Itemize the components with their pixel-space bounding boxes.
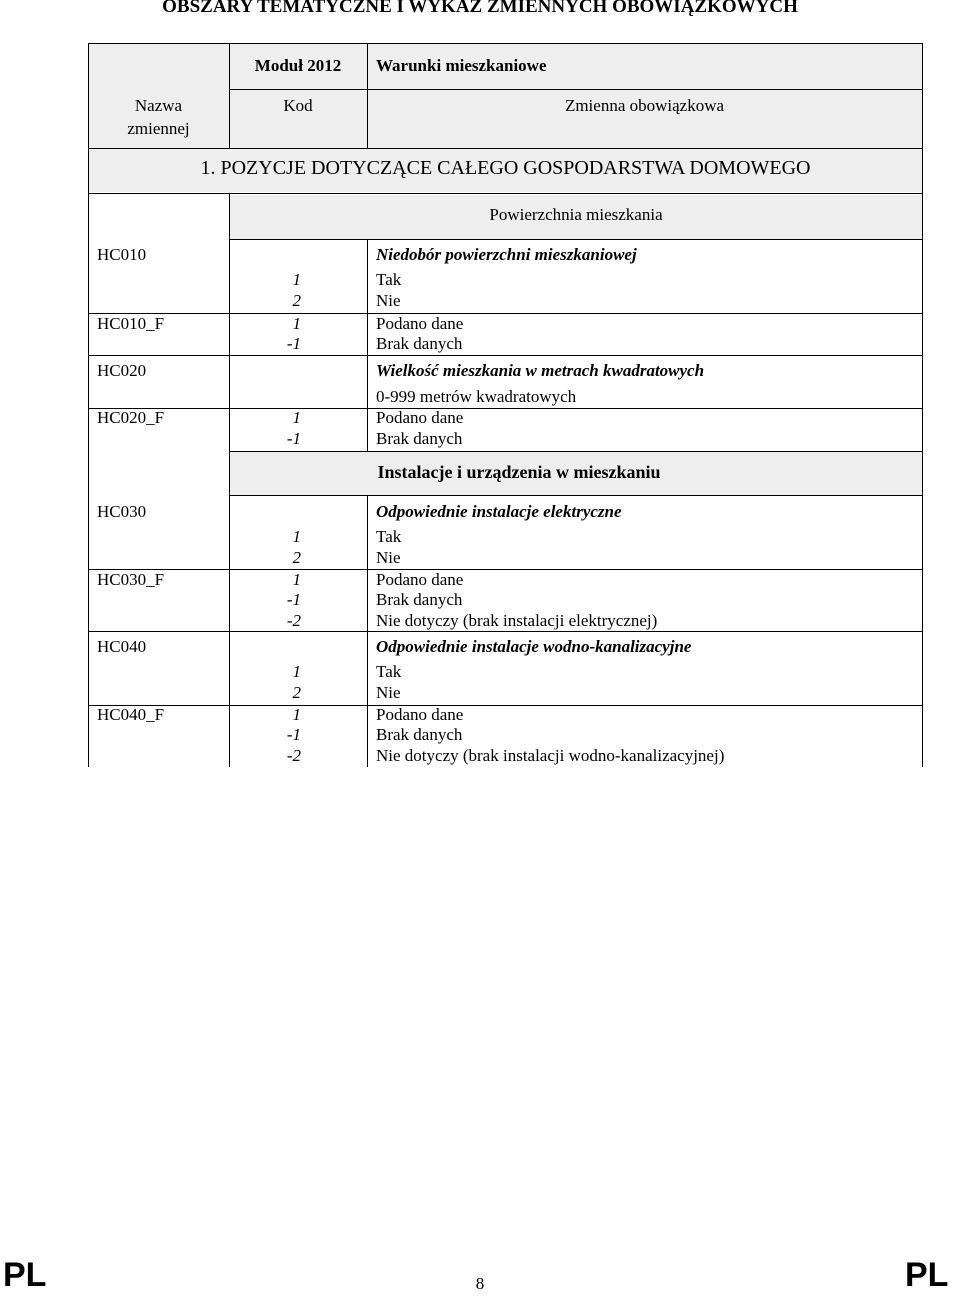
option-label: Brak danych (376, 590, 463, 609)
module-name: Warunki mieszkaniowe (376, 56, 547, 75)
variable-name: HC020_F (97, 408, 165, 427)
variable-title: Niedobór powierzchni mieszkaniowej (376, 245, 637, 264)
module-year-label: Moduł 2012 (254, 56, 342, 75)
variable-name: HC030 (97, 502, 147, 521)
page-number: 8 (475, 1274, 485, 1293)
option-label: Podano dane (376, 314, 464, 333)
subsection-title: Powierzchnia mieszkania (489, 205, 663, 224)
column-header-code: Kod (283, 96, 313, 115)
code-value: 2 (292, 291, 301, 310)
option-label: Brak danych (376, 334, 463, 353)
code-value: 1 (292, 570, 301, 589)
code-value: 2 (292, 548, 301, 567)
code-value: 1 (292, 527, 301, 546)
option-label: 0-999 metrów kwadratowych (376, 387, 577, 406)
code-value: 1 (292, 314, 301, 333)
column-header-name-line1: Nazwa (134, 96, 183, 115)
code-value: -2 (286, 611, 301, 630)
code-value: 1 (292, 270, 301, 289)
variable-name: HC040_F (97, 705, 165, 724)
option-label: Tak (376, 527, 402, 546)
variable-name: HC020 (97, 361, 147, 380)
option-label: Podano dane (376, 408, 464, 427)
variable-title: Odpowiednie instalacje wodno-kanalizacyjne (376, 637, 692, 656)
code-value: 1 (292, 408, 301, 427)
option-label: Nie (376, 683, 401, 702)
footer-country-code-left: PL (3, 1256, 47, 1294)
column-header-name-line2: zmiennej (127, 119, 190, 138)
code-value: 1 (292, 662, 301, 681)
option-label: Nie (376, 291, 401, 310)
variable-name: HC030_F (97, 570, 165, 589)
code-value: -2 (286, 746, 301, 765)
option-label: Nie dotyczy (brak instalacji wodno-kanalizacyjnej) (376, 746, 725, 765)
page-title: OBSZARY TEMATYCZNE I WYKAZ ZMIENNYCH OBOWIĄZKOWYCH (162, 0, 798, 17)
option-label: Nie (376, 548, 401, 567)
option-label: Nie dotyczy (brak instalacji elektrycznej) (376, 611, 658, 630)
code-value: -1 (286, 334, 301, 353)
option-label: Podano dane (376, 705, 464, 724)
code-value: 1 (292, 705, 301, 724)
code-value: -1 (286, 725, 301, 744)
variable-title: Wielkość mieszkania w metrach kwadratowych (376, 361, 705, 380)
option-label: Tak (376, 270, 402, 289)
footer-country-code-right: PL (905, 1256, 949, 1294)
column-header-variable: Zmienna obowiązkowa (564, 96, 725, 115)
section-title: 1. POZYCJE DOTYCZĄCE CAŁEGO GOSPODARSTWA DOMOWEGO (200, 157, 811, 179)
code-value: -1 (286, 429, 301, 448)
subsection-title: Instalacje i urządzenia w mieszkaniu (377, 462, 661, 482)
code-value: -1 (286, 590, 301, 609)
variable-name: HC040 (97, 637, 147, 656)
option-label: Brak danych (376, 429, 463, 448)
option-label: Podano dane (376, 570, 464, 589)
variable-name: HC010_F (97, 314, 165, 333)
variable-title: Odpowiednie instalacje elektryczne (376, 502, 622, 521)
option-label: Brak danych (376, 725, 463, 744)
variable-name: HC010 (97, 245, 147, 264)
code-value: 2 (292, 683, 301, 702)
option-label: Tak (376, 662, 402, 681)
